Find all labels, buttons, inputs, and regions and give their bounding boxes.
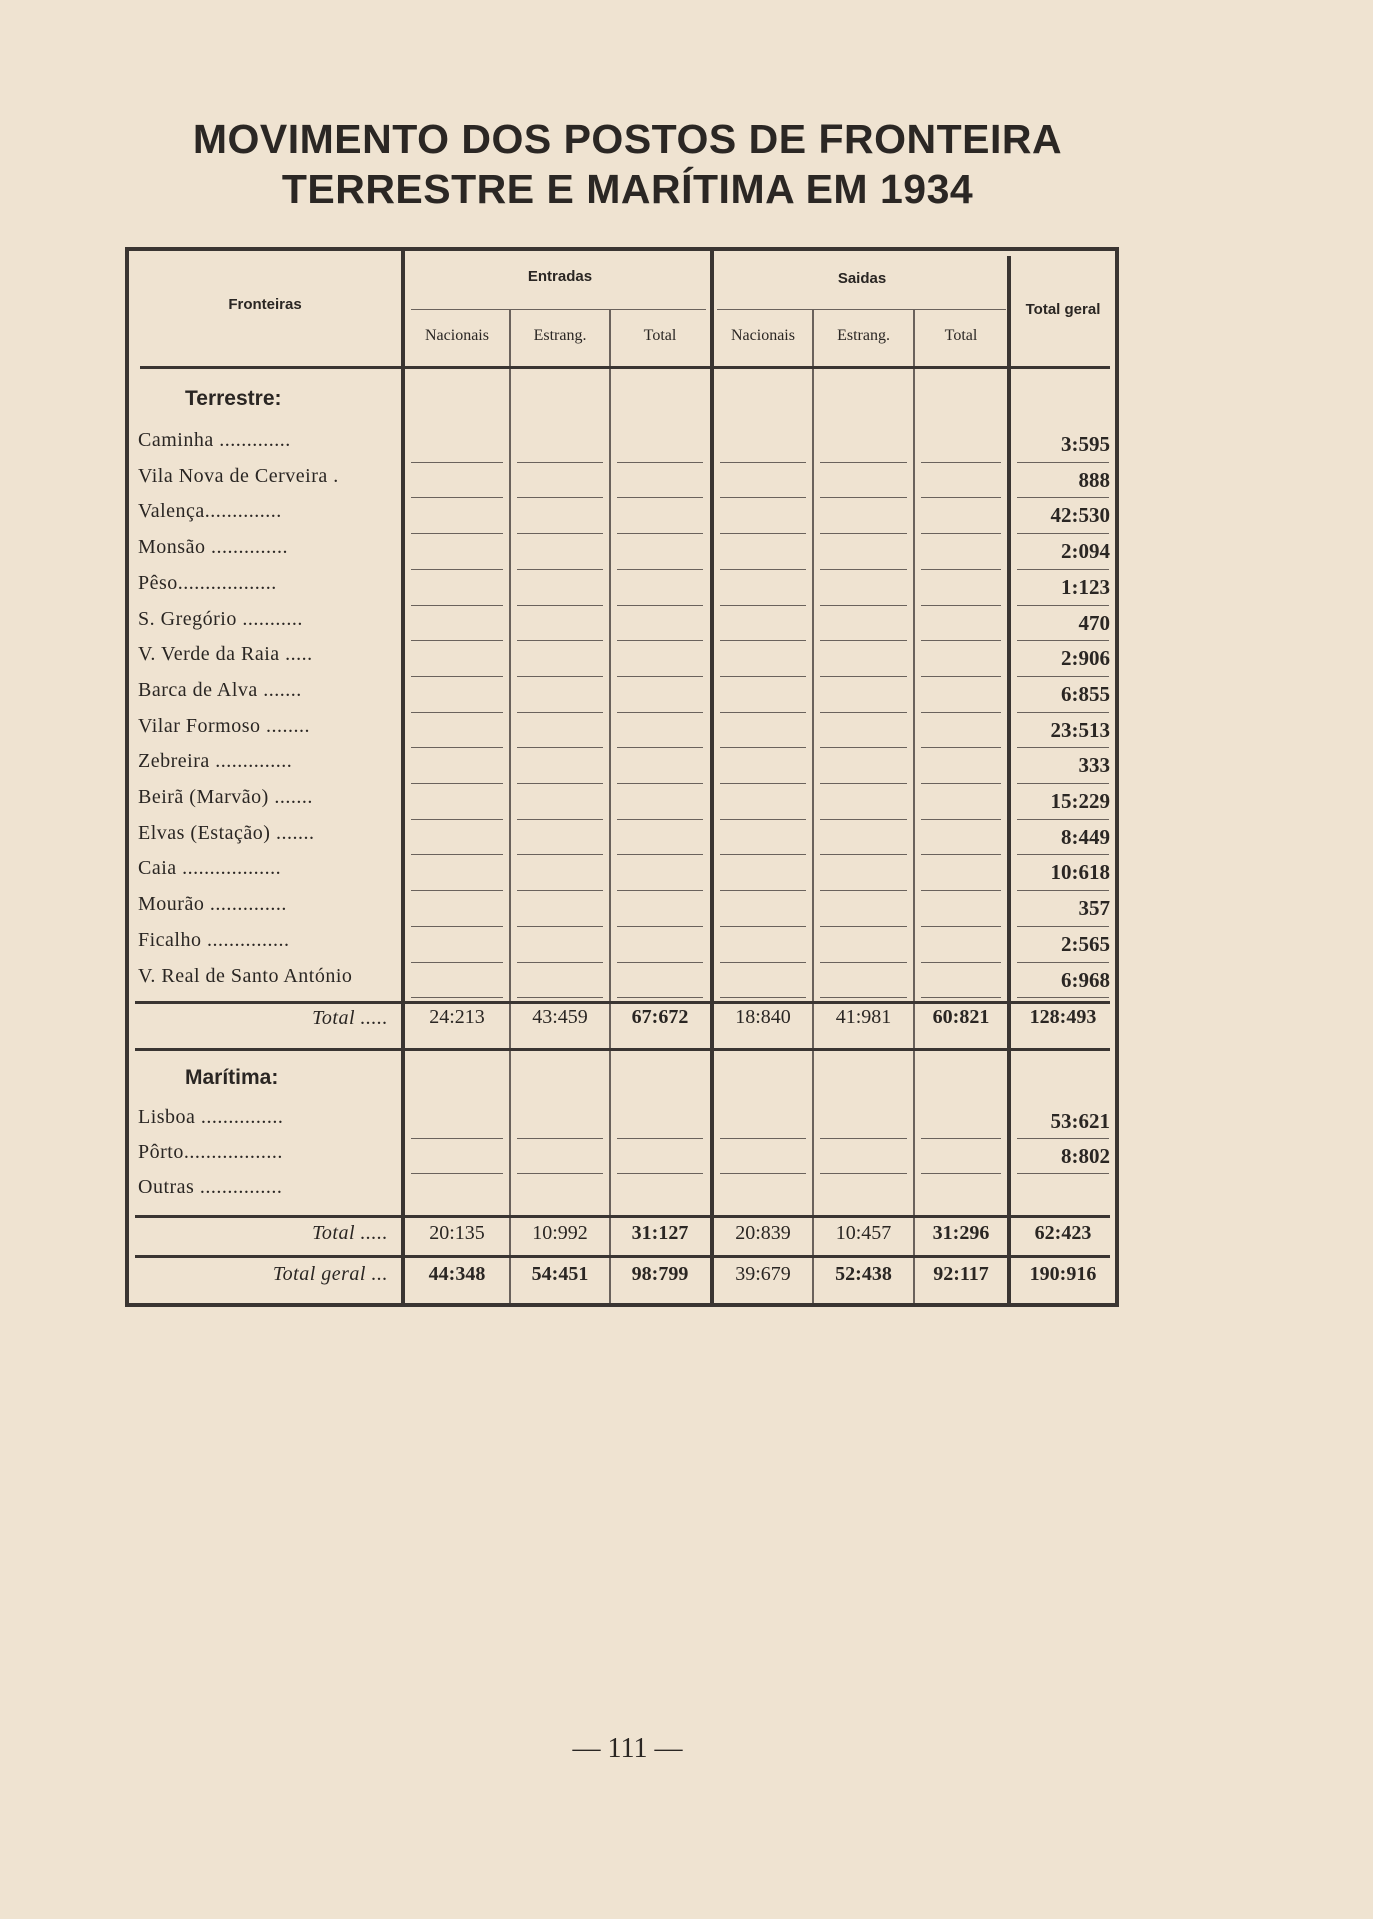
row-separator: [517, 605, 603, 606]
row-separator: [921, 1173, 1001, 1174]
row-separator: [517, 854, 603, 855]
row-separator: [517, 962, 603, 963]
header-sai-estrang: Estrang.: [837, 327, 890, 344]
row-separator: [820, 1173, 907, 1174]
row-separator: [820, 1138, 907, 1139]
row-separator: [720, 819, 806, 820]
row-name: Elvas (Estação) .......: [138, 821, 315, 844]
row-separator: [921, 497, 1001, 498]
col-line-ent-est: [509, 310, 511, 1303]
row-name: S. Gregório ...........: [138, 607, 303, 630]
row-separator: [820, 640, 907, 641]
row-total-geral: 2:906: [1061, 646, 1110, 671]
row-separator: [617, 533, 703, 534]
row-separator: [411, 1138, 503, 1139]
row-separator: [1017, 1173, 1109, 1174]
row-separator: [1017, 997, 1109, 998]
maritima-total-label: Total .....: [312, 1222, 388, 1244]
row-separator: [921, 747, 1001, 748]
header-entradas: Entradas: [527, 268, 593, 285]
row-separator: [820, 819, 907, 820]
hdr-bottom-line: [140, 366, 1110, 369]
row-separator: [1017, 640, 1109, 641]
grand-total-ent-est: 54:451: [531, 1263, 589, 1285]
row-name: Beirã (Marvão) .......: [138, 786, 313, 808]
row-separator: [517, 497, 603, 498]
row-separator: [517, 926, 603, 927]
row-separator: [517, 712, 603, 713]
header-sai-nacionais: Nacionais: [731, 327, 795, 344]
row-separator: [720, 712, 806, 713]
row-separator: [921, 962, 1001, 963]
row-separator: [1017, 462, 1109, 463]
row-total-geral: 2:565: [1061, 931, 1110, 956]
row-separator: [1017, 533, 1109, 534]
maritima-total-sai-nac: 20:839: [735, 1222, 791, 1244]
row-separator: [720, 783, 806, 784]
row-separator: [720, 640, 806, 641]
row-separator: [921, 533, 1001, 534]
row-separator: [921, 676, 1001, 677]
row-separator: [617, 676, 703, 677]
row-separator: [617, 712, 703, 713]
maritima-total-ent-nac: 20:135: [429, 1222, 485, 1244]
maritima-total-ent-est: 10:992: [532, 1222, 588, 1244]
hdr-line-ent: [411, 309, 706, 310]
terrestre-total-sai-est: 41:981: [835, 1006, 892, 1028]
row-separator: [617, 1138, 703, 1139]
row-total-geral: 8:449: [1061, 824, 1110, 849]
terrestre-total-ent-est: 43:459: [532, 1006, 588, 1028]
header-saidas: Saidas: [837, 270, 887, 287]
row-separator: [617, 819, 703, 820]
row-name: Zebreira ..............: [138, 750, 293, 773]
page-number: — 111 —: [572, 1733, 683, 1764]
row-total-geral: 42:530: [1050, 503, 1110, 528]
terrestre-total-geral: 128:493: [1029, 1006, 1097, 1028]
row-separator: [820, 783, 907, 784]
section-terrestre: Terrestre:: [185, 387, 282, 410]
terrestre-total-bottom-line: [135, 1048, 1110, 1051]
row-separator: [517, 676, 603, 677]
row-separator: [720, 747, 806, 748]
row-name: V. Real de Santo António: [138, 964, 353, 987]
row-total-geral: 8:802: [1061, 1144, 1110, 1168]
row-separator: [820, 533, 907, 534]
row-separator: [1017, 1138, 1109, 1139]
page-title-line-1: MOVIMENTO DOS POSTOS DE FRONTEIRA: [192, 116, 1063, 162]
terrestre-total-label: Total .....: [312, 1007, 388, 1029]
row-separator: [517, 1173, 603, 1174]
row-separator: [921, 1138, 1001, 1139]
maritima-total-sai-est: 10:457: [835, 1222, 892, 1244]
row-separator: [921, 890, 1001, 891]
row-separator: [720, 854, 806, 855]
terrestre-total-top-line: [135, 1001, 1110, 1004]
row-name: Mourão ..............: [138, 893, 287, 916]
row-separator: [820, 962, 907, 963]
row-separator: [617, 783, 703, 784]
row-name: Barca de Alva .......: [138, 678, 302, 701]
maritima-total-bottom-line: [135, 1255, 1110, 1258]
row-total-geral: 6:968: [1061, 967, 1110, 992]
row-name: Lisboa ...............: [138, 1106, 284, 1128]
row-total-geral: 3:595: [1061, 432, 1110, 456]
maritima-total-ent-tot: 31:127: [631, 1222, 689, 1244]
row-name: Ficalho ...............: [138, 928, 290, 951]
col-line-sai-est: [812, 310, 814, 1303]
row-separator: [820, 890, 907, 891]
row-separator: [411, 747, 503, 748]
row-separator: [820, 497, 907, 498]
row-separator: [720, 533, 806, 534]
header-ent-estrang: Estrang.: [533, 327, 587, 344]
header-fronteiras: Fronteiras: [228, 296, 302, 313]
hdr-line-sai: [717, 309, 1006, 310]
row-separator: [820, 569, 907, 570]
row-name: Outras ...............: [138, 1176, 283, 1198]
row-separator: [411, 533, 503, 534]
row-separator: [617, 569, 703, 570]
row-separator: [411, 712, 503, 713]
row-separator: [820, 462, 907, 463]
row-separator: [1017, 605, 1109, 606]
row-separator: [921, 462, 1001, 463]
grand-total-label: Total geral ...: [272, 1263, 388, 1285]
row-separator: [820, 605, 907, 606]
header-sai-total: Total: [944, 327, 978, 344]
terrestre-total-ent-nac: 24:213: [429, 1006, 485, 1028]
row-separator: [720, 569, 806, 570]
row-name: V. Verde da Raia .....: [138, 643, 313, 666]
row-separator: [1017, 926, 1109, 927]
row-separator: [720, 497, 806, 498]
row-total-geral: 6:855: [1061, 681, 1110, 706]
terrestre-total-ent-tot: 67:672: [631, 1006, 689, 1028]
row-separator: [517, 819, 603, 820]
row-total-geral: 15:229: [1050, 789, 1110, 813]
header-total-geral: Total geral: [1025, 301, 1101, 318]
row-separator: [1017, 783, 1109, 784]
page-title-line-2: TERRESTRE E MARÍTIMA EM 1934: [281, 166, 974, 212]
row-separator: [820, 926, 907, 927]
grand-total-geral: 190:916: [1029, 1263, 1097, 1285]
row-total-geral: 53:621: [1050, 1109, 1110, 1133]
row-separator: [617, 962, 703, 963]
row-separator: [921, 640, 1001, 641]
row-separator: [617, 890, 703, 891]
row-separator: [720, 1138, 806, 1139]
row-separator: [720, 997, 806, 998]
row-separator: [617, 747, 703, 748]
row-separator: [1017, 890, 1109, 891]
row-name: Monsão ..............: [138, 536, 288, 559]
row-separator: [1017, 569, 1109, 570]
col-divider-fronteiras: [401, 251, 405, 1303]
header-ent-nacionais: Nacionais: [425, 327, 489, 344]
row-separator: [411, 854, 503, 855]
row-separator: [517, 533, 603, 534]
grand-total-sai-tot: 92:117: [933, 1263, 989, 1285]
row-separator: [820, 676, 907, 677]
maritima-total-sai-tot: 31:296: [932, 1222, 990, 1244]
maritima-total-top-line: [135, 1215, 1110, 1218]
row-separator: [921, 997, 1001, 998]
row-separator: [617, 497, 703, 498]
row-total-geral: 470: [1078, 610, 1110, 635]
row-separator: [921, 926, 1001, 927]
row-name: Caia ..................: [138, 857, 282, 880]
row-separator: [617, 1173, 703, 1174]
row-separator: [411, 640, 503, 641]
row-separator: [820, 854, 907, 855]
row-name: Valença..............: [138, 500, 282, 523]
row-total-geral: 2:094: [1061, 539, 1110, 564]
row-separator: [411, 462, 503, 463]
row-total-geral: 10:618: [1050, 860, 1110, 885]
row-name: Vila Nova de Cerveira .: [138, 464, 339, 487]
row-separator: [517, 640, 603, 641]
row-separator: [921, 783, 1001, 784]
row-name: Vilar Formoso ........: [138, 714, 311, 737]
row-separator: [921, 819, 1001, 820]
row-separator: [517, 1138, 603, 1139]
row-separator: [720, 605, 806, 606]
row-separator: [617, 854, 703, 855]
row-total-geral: 357: [1078, 896, 1110, 921]
row-separator: [720, 962, 806, 963]
terrestre-total-sai-nac: 18:840: [735, 1006, 791, 1028]
row-separator: [411, 605, 503, 606]
row-separator: [411, 497, 503, 498]
row-separator: [1017, 676, 1109, 677]
grand-total-ent-tot: 98:799: [631, 1263, 689, 1285]
row-separator: [1017, 712, 1109, 713]
row-separator: [617, 997, 703, 998]
row-separator: [921, 605, 1001, 606]
row-separator: [411, 1173, 503, 1174]
row-separator: [720, 926, 806, 927]
row-separator: [411, 783, 503, 784]
row-separator: [411, 997, 503, 998]
section-maritima: Marítima:: [185, 1066, 279, 1089]
row-separator: [411, 962, 503, 963]
row-separator: [720, 890, 806, 891]
row-separator: [617, 640, 703, 641]
terrestre-total-sai-tot: 60:821: [932, 1006, 990, 1028]
row-separator: [411, 890, 503, 891]
row-separator: [720, 1173, 806, 1174]
row-separator: [411, 676, 503, 677]
row-name: Pêso..................: [138, 571, 277, 594]
row-separator: [517, 890, 603, 891]
row-separator: [921, 569, 1001, 570]
row-separator: [820, 712, 907, 713]
col-line-sai-tot: [913, 310, 915, 1303]
row-separator: [921, 854, 1001, 855]
row-total-geral: 23:513: [1050, 717, 1110, 742]
row-separator: [921, 712, 1001, 713]
grand-total-ent-nac: 44:348: [428, 1263, 486, 1285]
col-line-ent-tot: [609, 310, 611, 1303]
maritima-total-geral: 62:423: [1034, 1222, 1092, 1244]
row-separator: [820, 997, 907, 998]
row-separator: [517, 569, 603, 570]
row-separator: [617, 926, 703, 927]
row-separator: [517, 783, 603, 784]
row-separator: [411, 819, 503, 820]
row-total-geral: 1:123: [1061, 574, 1110, 599]
row-separator: [1017, 962, 1109, 963]
row-total-geral: 888: [1078, 467, 1110, 492]
row-separator: [617, 462, 703, 463]
row-separator: [517, 462, 603, 463]
row-separator: [720, 462, 806, 463]
row-separator: [1017, 819, 1109, 820]
row-total-geral: 333: [1078, 753, 1110, 778]
row-separator: [411, 926, 503, 927]
row-separator: [411, 569, 503, 570]
row-separator: [720, 676, 806, 677]
row-name: Pôrto..................: [138, 1141, 283, 1163]
row-separator: [617, 605, 703, 606]
header-ent-total: Total: [643, 327, 677, 344]
row-separator: [517, 747, 603, 748]
row-separator: [820, 747, 907, 748]
row-separator: [1017, 747, 1109, 748]
row-separator: [1017, 854, 1109, 855]
col-divider-entradas: [710, 251, 714, 1303]
row-name: Caminha .............: [138, 429, 291, 451]
row-separator: [1017, 497, 1109, 498]
grand-total-sai-nac: 39:679: [735, 1263, 791, 1285]
grand-total-sai-est: 52:438: [835, 1263, 892, 1285]
row-separator: [517, 997, 603, 998]
